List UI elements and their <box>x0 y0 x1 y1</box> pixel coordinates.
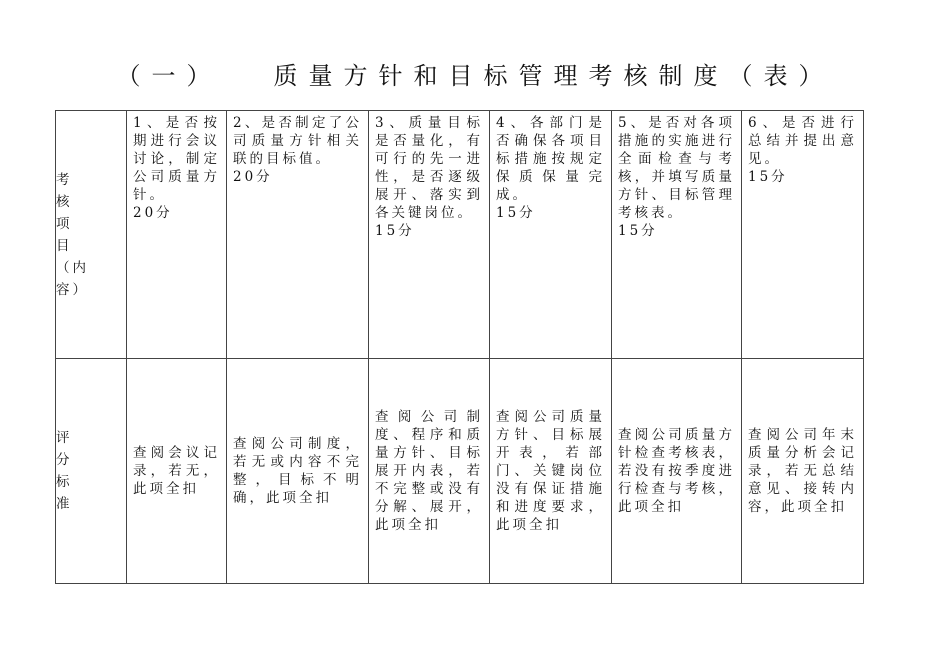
cell-text: 2、是否制定了公司质量方针相关联的目标值。 <box>233 115 362 167</box>
cell-text: 查阅公司质量方针检查考核表，若没有按季度进行检查与考核，此项全扣 <box>618 427 735 515</box>
cell-score: 20分 <box>133 205 173 221</box>
cell-text: 5、是否对各项措施的实施进行全面检查与考核，并填写质量方针、目标管理考核表。 <box>618 115 735 221</box>
cell-text: 查阅公司质量方针、目标展开表，若部门、关键岗位没有保证措施和进度要求，此项全扣 <box>496 409 605 533</box>
cell-score: 20分 <box>233 169 273 185</box>
cell-text: 6、是否进行总结并提出意见。 <box>748 115 857 167</box>
title-number: （一） <box>116 62 222 90</box>
table-cell <box>490 359 612 584</box>
table-cell <box>227 359 369 584</box>
row-label-criteria: 评分标准 <box>56 359 127 584</box>
table-cell <box>369 359 490 584</box>
row-label-items: 考核项目（内容） <box>56 111 127 359</box>
cell-score: 15分 <box>748 169 788 185</box>
table-cell <box>612 359 742 584</box>
cell-text: 3、质量目标是否量化，有可行的先一进性，是否逐级展开、落实到各关键岗位。 <box>375 115 483 221</box>
cell-text: 1、是否按期进行会议讨论，制定公司质量方针。 <box>133 115 220 203</box>
document-title <box>0 56 950 91</box>
title-text: 质量方针和目标管理考核制度（表） <box>273 62 834 90</box>
cell-score: 15分 <box>496 205 536 221</box>
table-cell <box>369 111 490 359</box>
table-row-items <box>56 111 864 359</box>
table-cell <box>742 111 864 359</box>
table-cell <box>742 359 864 584</box>
table-cell <box>127 359 227 584</box>
table-cell <box>127 111 227 359</box>
table-cell <box>227 111 369 359</box>
assessment-table <box>55 110 864 584</box>
cell-score: 15分 <box>375 223 415 239</box>
cell-text: 4、各部门是否确保各项目标措施按规定保质保量完成。 <box>496 115 605 203</box>
table-cell <box>612 111 742 359</box>
table-cell <box>490 111 612 359</box>
table-row-criteria <box>56 359 864 584</box>
cell-text: 查阅会议记录，若无，此项全扣 <box>133 445 220 497</box>
cell-text: 查阅公司制度、程序和质量方针、目标展开内表，若不完整或没有分解、展开，此项全扣 <box>375 409 483 533</box>
cell-text: 查阅公司制度，若无或内容不完整，目标不明确，此项全扣 <box>233 436 362 506</box>
cell-text: 查阅公司年末质量分析会记录，若无总结意见、接转内容，此项全扣 <box>748 427 857 515</box>
cell-score: 15分 <box>618 223 658 239</box>
